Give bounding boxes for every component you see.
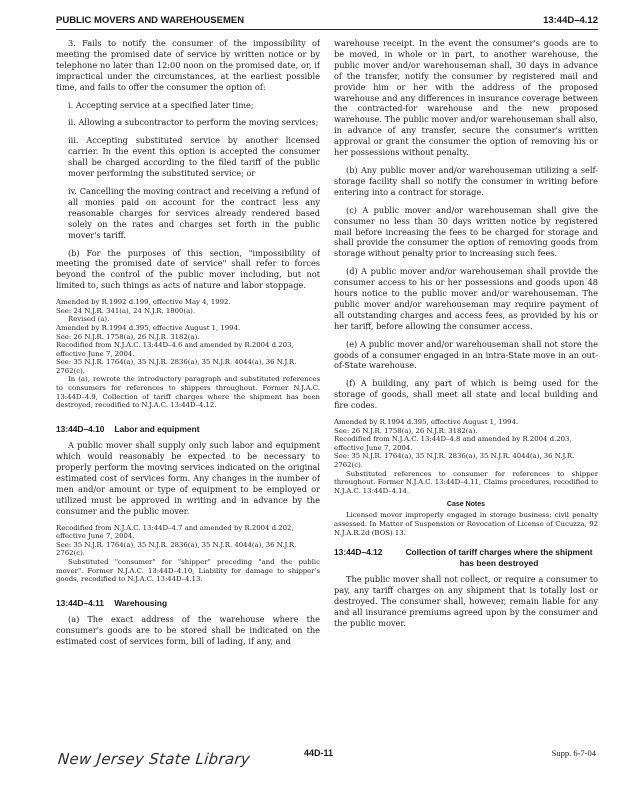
history-note: See: 26 N.J.R. 1758(a), 26 N.J.R. 3182(a). [334,426,478,435]
running-title: PUBLIC MOVERS AND WAREHOUSEMEN [56,15,245,26]
history-note: See: 35 N.J.R. 1764(a), 35 N.J.R. 2836(a), 35 N.J.R. 4044(a), 36 N.J.R. 2762(c). [56,540,297,558]
history-note: Revised (a). [68,315,110,324]
history-note: See: 35 N.J.R. 1764(a), 35 N.J.R. 2836(a), 35 N.J.R. 4044(a), 36 N.J.R. 2762(c). [56,358,297,375]
option-iii: iii. Accepting substituted service by another licensed carrier. In the event this option is accepted the consumer shall be charged according to the filed tariff of the public mover performing the substituted service; or [68,135,320,179]
case-note: Licensed mover improperly engaged in storage business; civil penalty assessed. In Matter of Suspension or Revocation of License of Cucuzza, 92 N.J.A.R.2d (BOS) 13. [334,511,598,537]
paragraph-e: (e) A public mover and/or warehouseman shall not store the goods of a consumer engaged in an intra-State move in an out-of-State warehouse. [334,338,598,371]
section-heading-4-12 [334,547,598,568]
supplement-date: Supp. 6-7-04 [551,748,596,758]
option-iv: iv. Cancelling the moving contract and receiving a refund of all monies paid on account for the contract less any reasonable charges for services already rendered based solely on the rates and charges set forth in the public mover's tariff. [68,185,320,240]
option-ii: ii. Allowing a subcontractor to perform the moving services; [68,117,319,128]
library-watermark-logo: New Jersey State Library [57,750,252,768]
history-note: Amended by R.1994 d.395, effective August 1, 1994. [334,418,519,427]
history-note: See: 35 N.J.R. 1764(a), 35 N.J.R. 2836(a), 35 N.J.R. 4044(a), 36 N.J.R. 2762(c). [334,452,575,470]
section-4-10-text: A public mover shall supply only such labor and equipment which would reasonably be expected to be necessary to properly perform the moving services indicated on the original estimated cost of services form. Any changes in the number of men and/or amount or type of equipment to be employed or utilized must be approved in writing and in advance by the consumer and the public mover. [56,440,320,516]
history-note: Substituted references to consumer for references to shipper throughout. Former N.J.A.C. 13:44D–4.11, Claims procedures, recodified to N.J.A.C. 13:44D–4.14. [334,469,598,495]
section-heading-4-11 [56,598,320,609]
section-number: 13:44D–4.10 [56,423,105,434]
page-footer [56,746,598,776]
history-notes [334,418,598,495]
paragraph-b: (b) For the purposes of this section, "impossibility of meeting the promised date of service" shall refer to forces beyond the control of the public mover including, but not limited to, such things as acts of nature and labor stoppage. [56,247,320,291]
history-note: See: 24 N.J.R. 341(a), 24 N.J.R. 1800(a). [56,306,196,315]
option-i: i. Accepting service at a specified later time; [68,99,254,110]
page-header [56,10,598,30]
section-title: Warehousing [114,597,168,608]
paragraph-item-3: 3. Fails to notify the consumer of the impossibility of meeting the promised date of service by written notice or by telephone no later than 12:00 noon on the promised date, or, if impractical under the circumstances, at the earliest possible time, and fails to offer the consumer the option of: [56,38,320,92]
history-note: See: 26 N.J.R. 1758(a), 26 N.J.R. 3182(a). [56,332,200,341]
section-title: Labor and equipment [114,423,200,434]
paragraph-b: (b) Any public mover and/or warehouseman utilizing a self-storage facility shall so notify the consumer in writing before entering into a contract for storage. [334,164,598,197]
history-notes [56,298,320,410]
page-number: 44D-11 [304,748,334,758]
history-note: Recodified from N.J.A.C. 13:44D–4.7 and amended by R.2004 d.202, effective June 7, 2004. [56,523,294,541]
history-note: Recodified from N.J.A.C. 13:44D–4.8 and amended by R.2004 d.203, effective June 7, 2004. [334,435,572,452]
section-4-12-text: The public mover shall not collect, or require a consumer to pay, any tariff charges on any shipment that is totally lost or destroyed. The consumer shall, however, remain liable for any and all insurance premiums agreed upon by the consumer and the public mover. [334,574,598,628]
section-title: Collection of tariff charges where the shipment has been destroyed [405,547,593,568]
paragraph-c: (c) A public mover and/or warehouseman shall give the consumer no less than 30 days written notice by registered mail before increasing the fees to be charged for storage and shall provide the consumer the option of removing goods from storage without penalty prior to increasing such fees. [334,204,598,259]
history-note: Amended by R.1992 d.199, effective May 4, 1992. [56,298,231,307]
history-note: Recodified from N.J.A.C. 13:44D–4.6 and amended by R.2004 d.203, effective June 7, 2004. [56,341,294,358]
section-number: 13:44D–4.11 [56,597,104,608]
history-note: In (a), rewrote the introductory paragraph and substituted references to consumers for references to shippers throughout. Former N.J.A.C. 13:44D–4.9, Collection of tariff charges where the shipment has been destroyed, recodified to N.J.A.C. 13:44D–4.12. [56,375,320,410]
section-4-11-a: (a) The exact address of the warehouse where the consumer's goods are to be stored shall be indicated on the estimated cost of services form, bill of lading, if any, and [56,614,320,647]
paragraph-d: (d) A public mover and/or warehouseman shall provide the consumer access to his or her possessions and goods upon 48 hours notice to the public mover and/or warehouseman. The public mover and/or warehouseman may require payment of all outstanding charges and access fees, as provided by his or her tariff, before allowing the consumer access. [334,266,598,331]
case-notes-heading: Case Notes [446,501,486,509]
right-column [334,38,598,708]
section-number: 13:44D–4.12 [334,547,383,558]
section-4-11-a-continued: warehouse receipt. In the event the consumer's goods are to be moved, in whole or in part, to another warehouse, the public mover and/or warehouseman shall, 30 days in advance of the transfer, notify the consumer by registered mail and provide him or her with the address of the proposed warehouse and any differences in insurance coverage between the contracted-for warehouse and the new proposed warehouse. The public mover and/or warehouseman shall also, in advance of any transfer, secure the consumer's written approval or grant the consumer the option of removing his or her possessions without penalty. [334,38,598,158]
left-column [56,38,320,708]
section-reference: 13:44D–4.12 [543,15,598,26]
section-heading-4-10 [56,424,320,435]
history-note: Amended by R.1994 d.395, effective August 1, 1994. [56,323,241,332]
history-notes [56,524,320,584]
paragraph-f: (f) A building, any part of which is being used for the storage of goods, shall meet all state and local building and fire codes. [334,378,598,411]
history-note: Substituted "consumer" for "shipper" preceding "and the public mover". Former N.J.A.C. 13:44D–4.10, Liability for damage to shipper's goods, recodified to N.J.A.C. 13:44D–4.13. [56,558,320,584]
